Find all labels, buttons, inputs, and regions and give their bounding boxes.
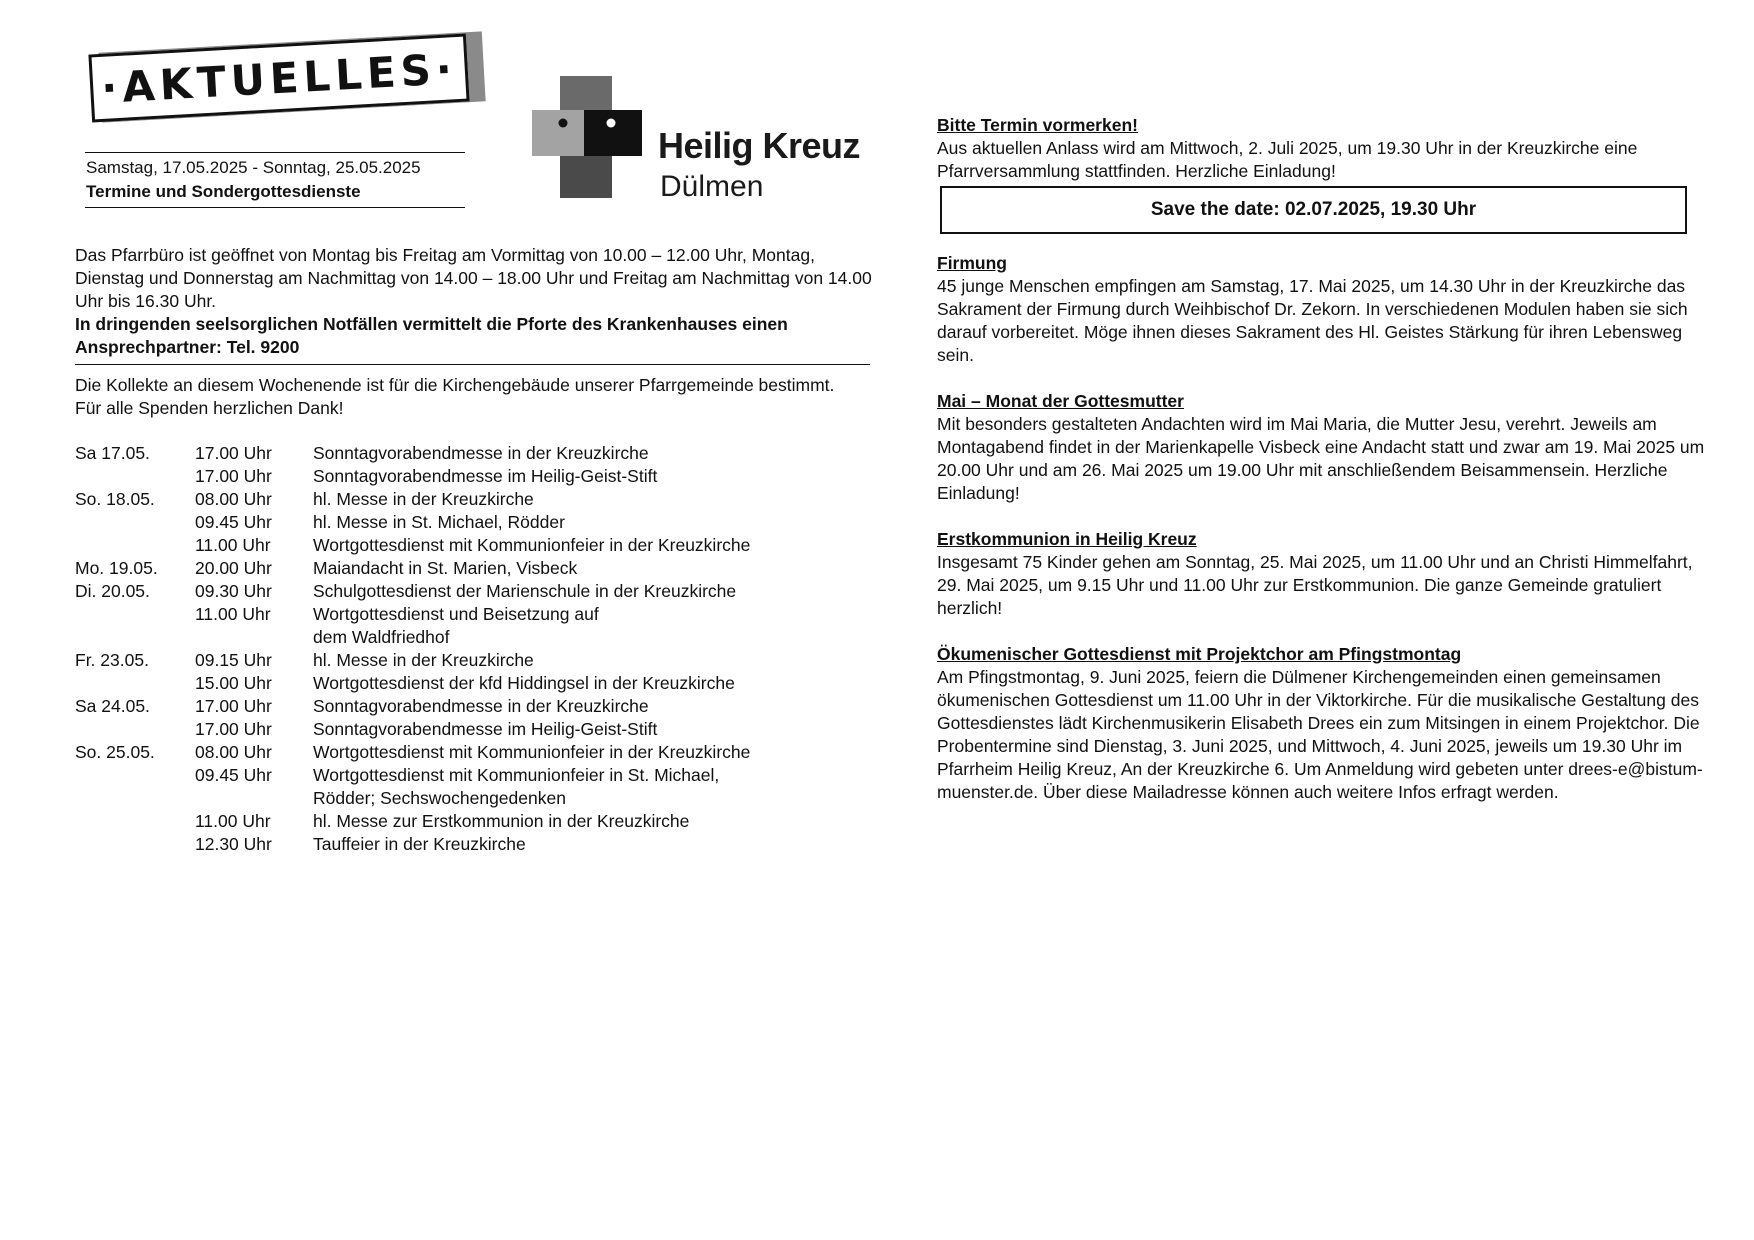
schedule-day: Di. 20.05.: [75, 581, 150, 601]
termin-heading: Bitte Termin vormerken!: [937, 115, 1138, 135]
logo-subtitle: Dülmen: [660, 170, 764, 203]
header-subtitle: Termine und Sondergottesdienste: [86, 182, 361, 201]
schedule-desc-line2: Rödder; Sechswochengedenken: [313, 788, 566, 808]
schedule-desc-line1: Wortgottesdienst mit Kommunionfeier in St. Michael,: [313, 765, 720, 785]
office-hours: Das Pfarrbüro ist geöffnet von Montag bis Freitag am Vormittag von 10.00 – 12.00 Uhr, Montag, Dienstag und Donnerstag am Nachmittag von 14.00 – 18.00 Uhr und Freitag am Nachmittag von 14.00 Uhr bis 16.30 Uhr.: [75, 245, 872, 311]
heilig-kreuz-logo-icon: [532, 76, 642, 198]
logo-title: Heilig Kreuz: [658, 125, 861, 166]
schedule-time: 09.45 Uhr: [195, 512, 272, 532]
schedule-desc: hl. Messe zur Erstkommunion in der Kreuzkirche: [313, 811, 690, 831]
schedule-time: 15.00 Uhr: [195, 673, 272, 693]
schedule-time: 11.00 Uhr: [195, 811, 271, 831]
schedule-day: So. 25.05.: [75, 742, 155, 762]
schedule-time: 17.00 Uhr: [195, 443, 272, 463]
schedule-day: So. 18.05.: [75, 489, 155, 509]
mai-body: Mit besonders gestalteten Andachten wird im Mai Maria, die Mutter Jesu, verehrt. Jeweils am Montagabend findet in der Marienkapelle Visbeck eine Andacht statt und zwar am 19. Mai 2025 um 20.00 Uhr und am 26. Mai 2025 um 19.00 Uhr mit anschließendem Beisammensein. Herzliche Einladung!: [937, 414, 1705, 503]
erstkommunion-heading: Erstkommunion in Heilig Kreuz: [937, 529, 1197, 549]
schedule-desc: hl. Messe in der Kreuzkirche: [313, 650, 534, 670]
date-range: Samstag, 17.05.2025 - Sonntag, 25.05.2025: [86, 158, 421, 177]
firmung-body: 45 junge Menschen empfingen am Samstag, 17. Mai 2025, um 14.30 Uhr in der Kreuzkirche das Sakrament der Firmung durch Weihbischof Dr. Zekorn. In verschiedenen Modulen haben sie sich darauf vorbereitet. Möge ihnen dieses Sakrament des Hl. Geistes Stärkung für ihren Lebensweg sein.: [937, 276, 1688, 365]
schedule-time: 17.00 Uhr: [195, 719, 272, 739]
oekumene-body: Am Pfingstmontag, 9. Juni 2025, feiern die Dülmener Kirchengemeinden einen gemeinsamen ökumenischen Gottesdienst um 11.00 Uhr in der Viktorkirche. Für die musikalische Gestaltung des Gottesdienstes lädt Kirchenmusikerin Elisabeth Drees ein zum Mitsingen in einem Projektchor. Die Probentermine sind Dienstag, 3. Juni 2025, und Mittwoch, 4. Juni 2025, jeweils um 19.30 Uhr im Pfarrheim Heilig Kreuz, An der Kreuzkirche 6. Um Anmeldung wird gebeten unter drees-e@bistum-muenster.de. Über diese Mailadresse können auch weitere Infos erfragt werden.: [937, 667, 1703, 802]
schedule-day: Sa 17.05.: [75, 443, 150, 463]
section-rule: [75, 364, 870, 365]
collection-text: Die Kollekte an diesem Wochenende ist für die Kirchengebäude unserer Pfarrgemeinde bestimmt. Für alle Spenden herzlichen Dank!: [75, 375, 835, 418]
mai-heading: Mai – Monat der Gottesmutter: [937, 391, 1184, 411]
schedule-day: Mo. 19.05.: [75, 558, 158, 578]
schedule-desc: Wortgottesdienst der kfd Hiddingsel in der Kreuzkirche: [313, 673, 735, 693]
schedule-desc: [313, 603, 833, 649]
schedule-day: Sa 24.05.: [75, 696, 150, 716]
schedule-time: 09.15 Uhr: [195, 650, 272, 670]
mai-section: [937, 390, 1717, 505]
schedule-desc: Wortgottesdienst mit Kommunionfeier in der Kreuzkirche: [313, 742, 751, 762]
aktuelles-stamp: ·AKTUELLES·: [88, 34, 469, 123]
collection-note: [75, 374, 835, 420]
schedule-day: Fr. 23.05.: [75, 650, 149, 670]
termin-section: [937, 114, 1717, 183]
office-info: [75, 244, 875, 359]
oekumene-heading: Ökumenischer Gottesdienst mit Projektchor am Pfingstmontag: [937, 644, 1462, 664]
schedule-time: 11.00 Uhr: [195, 604, 271, 624]
schedule-desc: Sonntagvorabendmesse in der Kreuzkirche: [313, 443, 649, 463]
schedule-desc: [313, 764, 833, 810]
erstkommunion-section: [937, 528, 1717, 620]
schedule-desc-line2: dem Waldfriedhof: [313, 627, 450, 647]
schedule-time: 12.30 Uhr: [195, 834, 272, 854]
firmung-section: [937, 252, 1717, 367]
schedule-time: 17.00 Uhr: [195, 696, 272, 716]
schedule-desc: hl. Messe in St. Michael, Rödder: [313, 512, 565, 532]
schedule-time: 11.00 Uhr: [195, 535, 271, 555]
schedule-time: 08.00 Uhr: [195, 489, 272, 509]
schedule-time: 09.30 Uhr: [195, 581, 272, 601]
schedule-time: 09.45 Uhr: [195, 765, 272, 785]
schedule-desc-line1: Wortgottesdienst und Beisetzung auf: [313, 604, 599, 624]
schedule-desc: Schulgottesdienst der Marienschule in der Kreuzkirche: [313, 581, 737, 601]
schedule-time: 17.00 Uhr: [195, 466, 272, 486]
header-top-rule: [85, 152, 465, 153]
schedule-desc: Wortgottesdienst mit Kommunionfeier in der Kreuzkirche: [313, 535, 751, 555]
schedule-desc: hl. Messe in der Kreuzkirche: [313, 489, 534, 509]
termin-body: Aus aktuellen Anlass wird am Mittwoch, 2. Juli 2025, um 19.30 Uhr in der Kreuzkirche eine Pfarrversammlung stattfinden. Herzliche Einladung!: [937, 138, 1638, 181]
oekumene-section: [937, 643, 1717, 804]
header-bottom-rule: [85, 207, 465, 208]
schedule-desc: Tauffeier in der Kreuzkirche: [313, 834, 526, 854]
firmung-heading: Firmung: [937, 253, 1007, 273]
erstkommunion-body: Insgesamt 75 Kinder gehen am Sonntag, 25. Mai 2025, um 11.00 Uhr und an Christi Himmelfahrt, 29. Mai 2025, um 9.15 Uhr und 11.00 Uhr zur Erstkommunion. Die ganze Gemeinde gratuliert herzlich!: [937, 552, 1693, 618]
schedule-time: 08.00 Uhr: [195, 742, 272, 762]
save-the-date-box: Save the date: 02.07.2025, 19.30 Uhr: [940, 186, 1687, 234]
schedule-desc: Sonntagvorabendmesse in der Kreuzkirche: [313, 696, 649, 716]
schedule-desc: Maiandacht in St. Marien, Visbeck: [313, 558, 578, 578]
emergency-notice: In dringenden seelsorglichen Notfällen vermittelt die Pforte des Krankenhauses einen Ansprechpartner: Tel. 9200: [75, 314, 788, 357]
schedule-desc: Sonntagvorabendmesse im Heilig-Geist-Stift: [313, 719, 658, 739]
schedule-time: 20.00 Uhr: [195, 558, 272, 578]
schedule-desc: Sonntagvorabendmesse im Heilig-Geist-Stift: [313, 466, 658, 486]
